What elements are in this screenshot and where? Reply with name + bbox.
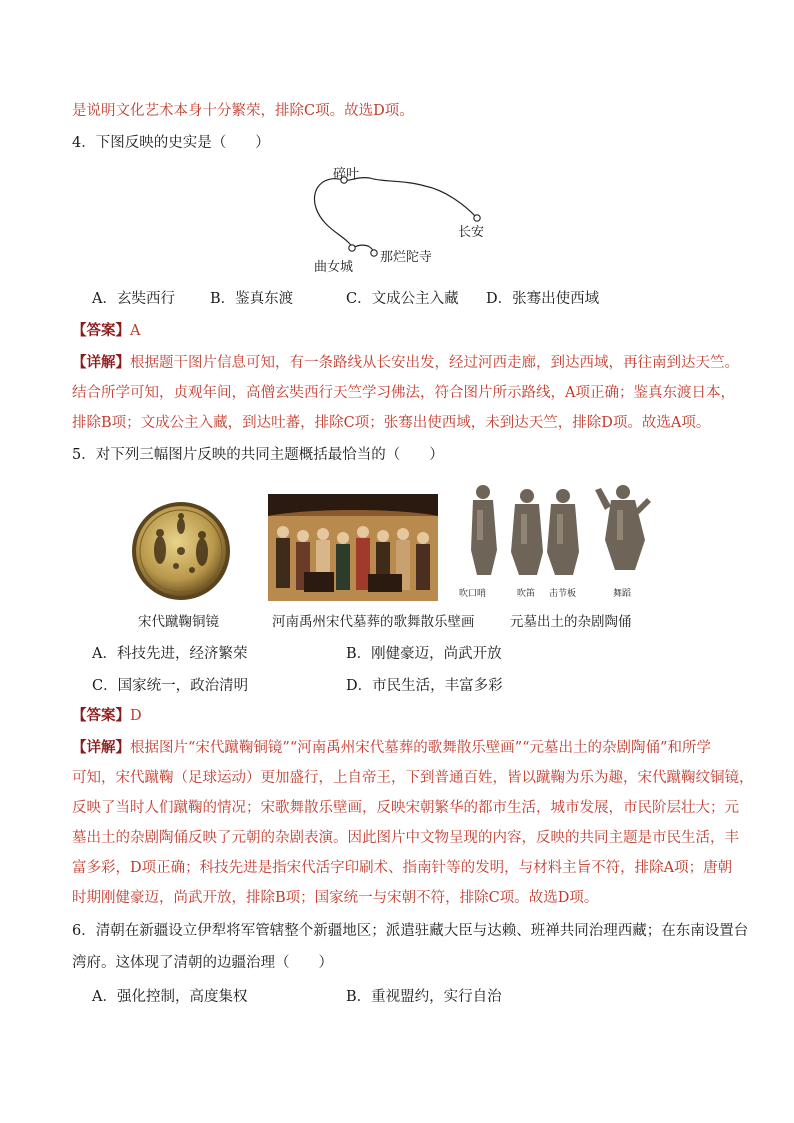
label-nalanda: 那烂陀寺 [380,250,433,265]
q5-option-b: B．刚健豪迈，尚武开放 [346,646,502,662]
yuan-opera-figurines-image [455,480,655,598]
q5-detail-line-5: 富多彩，D项正确；科技先进是指宋代活字印刷术、指南针等的发明，与材料主旨不符，排除A项；唐朝 [72,860,733,876]
q4-answer-tag: 【答案】 [72,322,130,339]
figure-label-flute: 吹笛 [517,589,536,599]
q5-answer [72,706,142,726]
q6-option-a: A．强化控制，高度集权 [92,989,248,1005]
q5-answer-tag: 【答案】 [72,707,130,724]
q5-option-d: D．市民生活，丰富多彩 [346,678,503,694]
figure-label-clapper: 击节板 [549,589,577,599]
nalanda-marker [371,250,377,256]
q4-route-map [300,160,500,275]
q4-detail-line-2: 结合所学可知，贞观年间，高僧玄奘西行天竺学习佛法，符合图片所示路线，A项正确；鉴真东渡日本， [72,385,735,401]
prev-answer-tail: 是说明文化艺术本身十分繁荣，排除C项。故选D项。 [72,103,414,119]
q5-detail-text-1: 根据图片“宋代蹴鞠铜镜”“河南禹州宋代墓葬的歌舞散乐壁画”“元墓出土的杂剧陶俑”和所学 [130,740,711,756]
q4-detail-line-3: 排除B项；文成公主入藏，到达吐蕃，排除C项；张骞出使西域，未到达天竺，排除D项。故选A项。 [72,415,711,431]
q4-detail-text-1: 根据题干图片信息可知，有一条路线从长安出发，经过河西走廊，到达西域，再往南到达天竺。 [130,355,739,371]
q4-stem: 4．下图反映的史实是（ ） [72,135,270,151]
q5-detail-line-1 [72,738,711,758]
q5-detail-line-2: 可知，宋代蹴鞠（足球运动）更加盛行，上自帝王，下到普通百姓，皆以蹴鞠为乐为趣，宋代蹴鞠纹铜镜， [72,770,754,786]
q5-detail-line-3: 反映了当时人们蹴鞠的情况；宋歌舞散乐壁画，反映宋朝繁华的都市生活，城市发展，市民阶层壮大；元 [72,800,739,816]
q5-detail-line-4: 墓出土的杂剧陶俑反映了元朝的杂剧表演。因此图片中文物呈现的内容，反映的共同主题是市民生活，丰 [72,830,739,846]
q5-option-c: C．国家统一，政治清明 [92,678,249,694]
q4-option-c: C．文成公主入藏 [346,291,459,307]
label-suiye: 碎叶 [333,167,360,182]
q6-option-b: B．重视盟约，实行自治 [346,989,502,1005]
q5-detail-tag: 【详解】 [72,739,130,756]
caption-mural: 河南禹州宋代墓葬的歌舞散乐壁画 [272,614,475,630]
label-qunvcheng: 曲女城 [314,260,354,275]
cuju-bronze-mirror-image [130,500,232,602]
q6-stem-line-1: 6．清朝在新疆设立伊犁将军管辖整个新疆地区；派遣驻藏大臣与达赖、班禅共同治理西藏；在东南设置台 [72,923,749,939]
q4-option-a: A．玄奘西行 [92,291,175,307]
song-tomb-mural-image [268,494,438,601]
q5-stem: 5．对下列三幅图片反映的共同主题概括最恰当的（ ） [72,447,444,463]
q5-detail-line-6: 时期刚健豪迈，尚武开放，排除B项；国家统一与宋朝不符，排除C项。故选D项。 [72,890,599,906]
q4-answer-value: A [130,323,141,339]
q4-detail-tag: 【详解】 [72,354,130,371]
figure-label-dance: 舞蹈 [613,589,632,599]
figure-label-whistle: 吹口哨 [459,589,487,599]
caption-mirror: 宋代蹴鞠铜镜 [138,614,219,630]
q4-option-d: D．张骞出使西域 [486,291,600,307]
label-changan: 长安 [458,225,485,240]
q6-stem-line-2: 湾府。这体现了清朝的边疆治理（ ） [72,955,333,971]
q5-answer-value: D [130,708,142,724]
qunvcheng-marker [349,245,355,251]
q4-answer [72,321,140,341]
q4-option-b: B．鉴真东渡 [210,291,294,307]
q4-detail-line-1 [72,353,739,373]
route-path [314,178,477,252]
q5-option-a: A．科技先进，经济繁荣 [92,646,248,662]
caption-figurines: 元墓出土的杂剧陶俑 [510,614,632,630]
